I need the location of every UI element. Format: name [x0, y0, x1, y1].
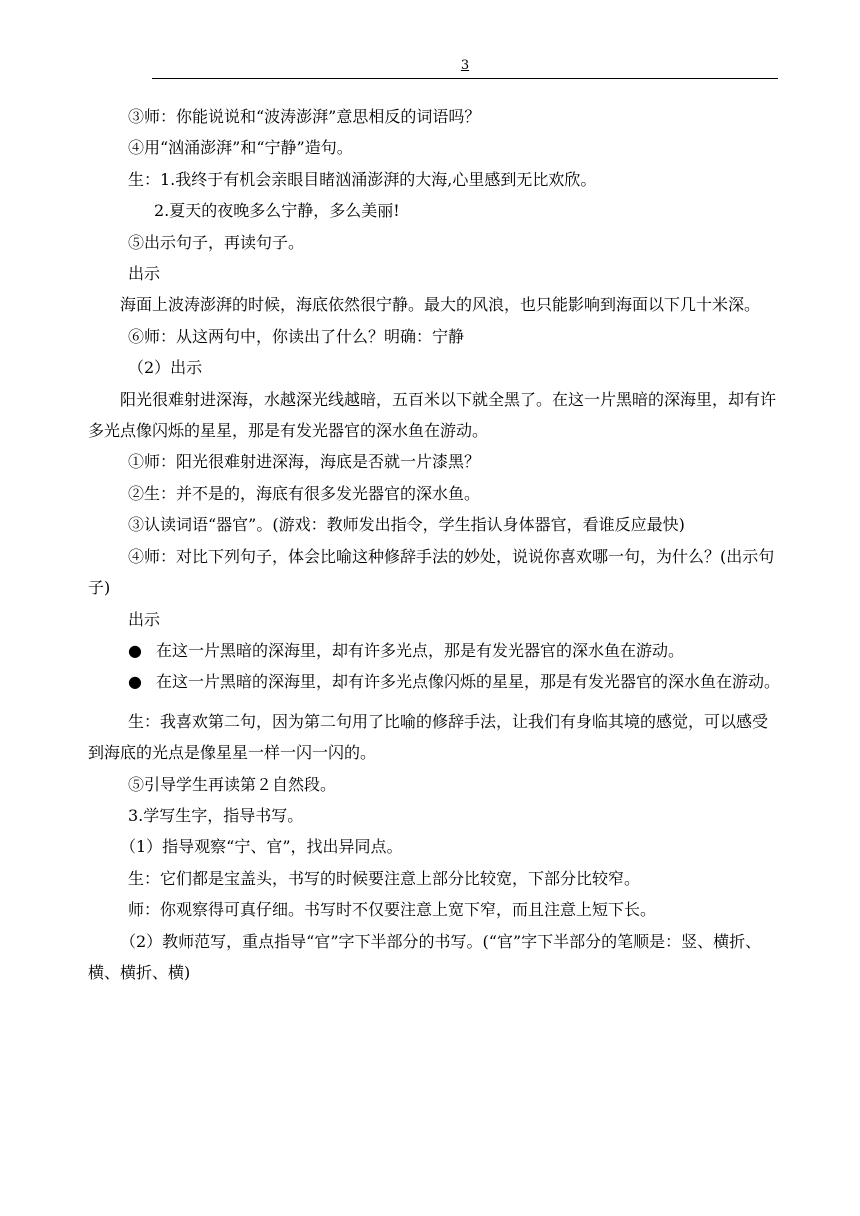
- bullet-dot-icon: ●: [128, 672, 142, 692]
- paragraph: 生：1.我终于有机会亲眼目睹汹涌澎湃的大海,心里感到无比欢欣。: [128, 169, 597, 189]
- paragraph: （1）指导观察“宁、官”，找出异同点。: [120, 837, 403, 857]
- document-body: [88, 101, 780, 988]
- paragraph: （2）出示: [128, 358, 203, 378]
- paragraph: 生：它们都是宝盖头，书写的时候要注意上部分比较宽，下部分比较窄。: [128, 868, 641, 888]
- paragraph: 出示: [128, 264, 161, 284]
- bullet-item: [88, 666, 780, 697]
- paragraph: ⑤引导学生再读第２自然段。: [128, 774, 337, 794]
- bullet-dot-icon: ●: [128, 640, 142, 660]
- page-header: [152, 56, 778, 79]
- paragraph: ④师：对比下列句子，体会比喻这种修辞手法的妙处，说说你喜欢哪一句，为什么？(出示句子): [88, 546, 775, 598]
- paragraph: 出示: [128, 609, 161, 629]
- page-number: 3: [460, 58, 470, 73]
- paragraph: 海面上波涛澎湃的时候，海底依然很宁静。最大的风浪，也只能影响到海面以下几十米深。: [120, 295, 761, 315]
- paragraph: ⑥师：从这两句中，你读出了什么？明确：宁静: [128, 326, 465, 346]
- bullet-item: [88, 635, 780, 666]
- paragraph: ②生：并不是的，海底有很多发光器官的深水鱼。: [128, 483, 481, 503]
- paragraph: （2）教师范写，重点指导“官”字下半部分的书写。(“官”字下半部分的笔顺是：竖、横折、横、横折、横): [88, 931, 762, 982]
- paragraph: 生：我喜欢第二句，因为第二句用了比喻的修辞手法，让我们有身临其境的感觉，可以感受到海底的光点是像星星一样一闪一闪的。: [88, 711, 769, 763]
- paragraph: 阳光很难射进深海，水越深光线越暗，五百米以下就全黑了。在这一片黑暗的深海里，却有许多光点像闪烁的星星，那是有发光器官的深水鱼在游动。: [88, 389, 777, 441]
- paragraph: 师：你观察得可真仔细。书写时不仅要注意上宽下窄，而且注意上短下长。: [128, 900, 657, 920]
- bullet-text: 在这一片黑暗的深海里，却有许多光点，那是有发光器官的深水鱼在游动。: [156, 640, 685, 660]
- paragraph: 3.学写生字，指导书写。: [128, 805, 304, 825]
- paragraph: 2.夏天的夜晚多么宁静，多么美丽!: [154, 201, 400, 221]
- paragraph: ③认读词语“器官”。(游戏：教师发出指令，学生指认身体器官，看谁反应最快): [128, 515, 685, 535]
- paragraph: ⑤出示句子，再读句子。: [128, 232, 305, 252]
- paragraph: ④用“汹涌澎湃”和“宁静”造句。: [128, 138, 353, 158]
- paragraph: ③师：你能说说和“波涛澎湃”意思相反的词语吗？: [128, 107, 481, 126]
- paragraph: ①师：阳光很难射进深海，海底是否就一片漆黑？: [128, 452, 481, 472]
- bullet-text: 在这一片黑暗的深海里，却有许多光点像闪烁的星星，那是有发光器官的深水鱼在游动。: [156, 672, 781, 692]
